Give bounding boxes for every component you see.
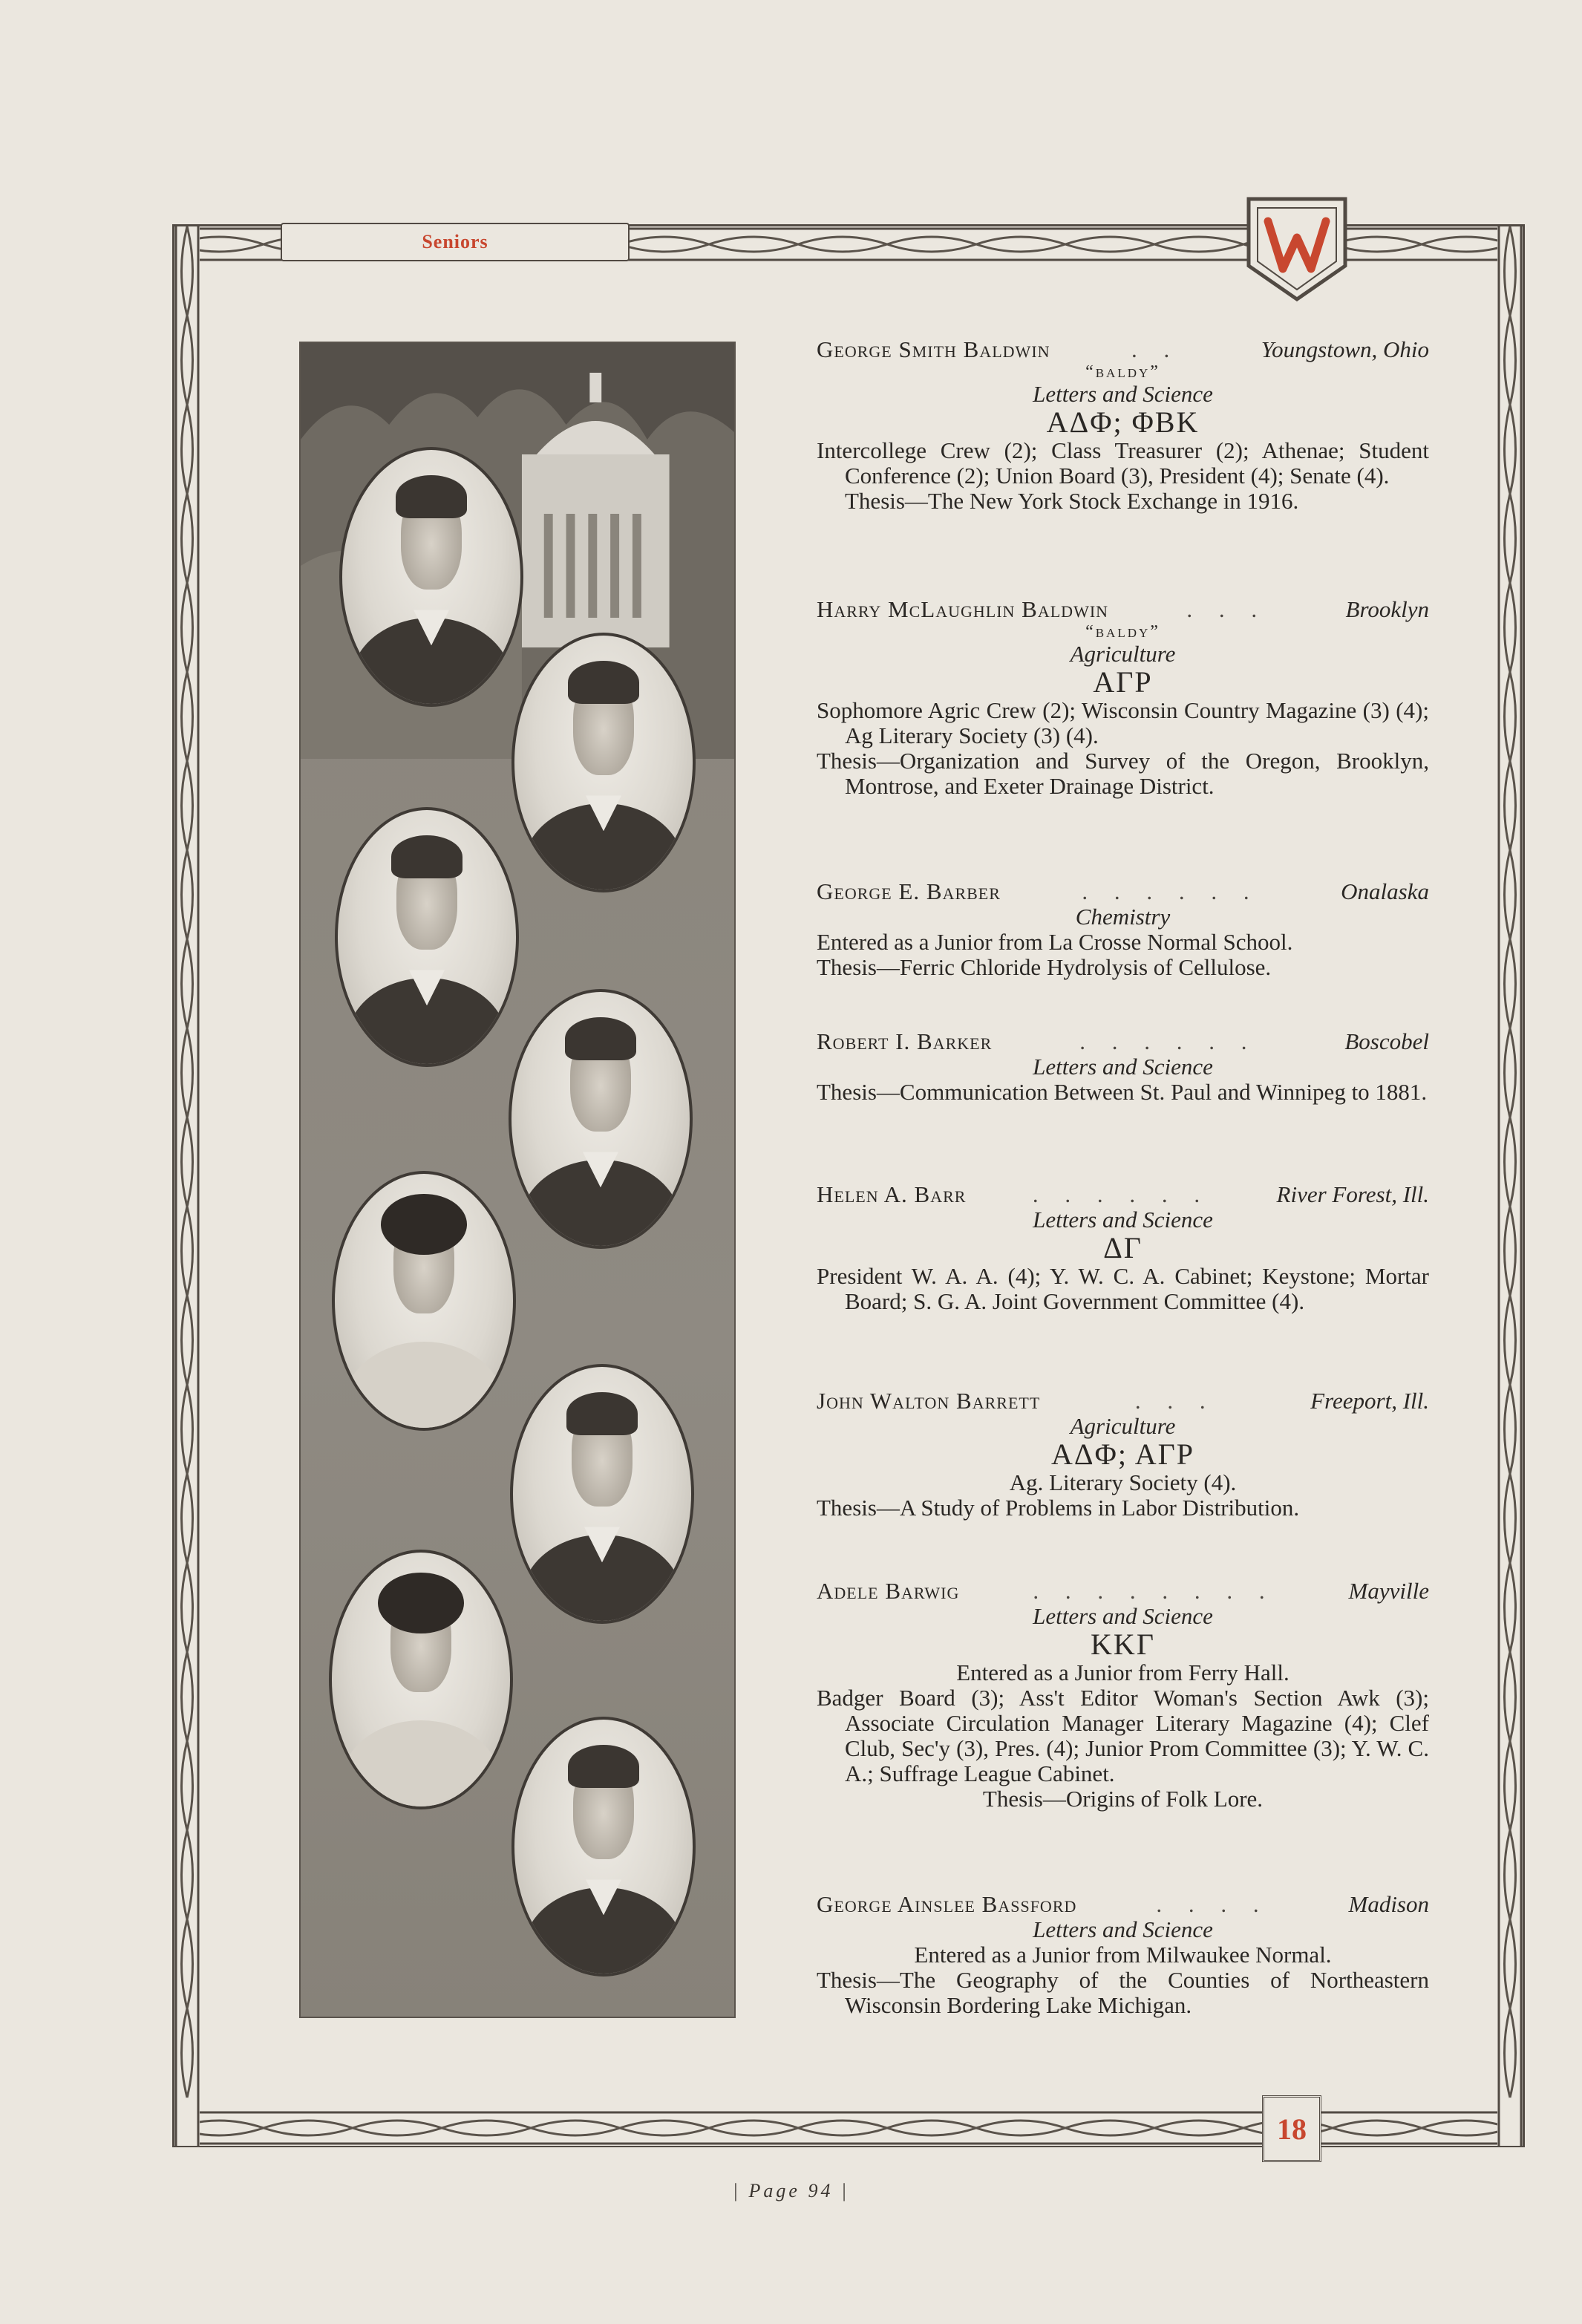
student-name: George E. Barber bbox=[817, 878, 1001, 904]
portrait-george-ainslee-bassford bbox=[511, 1717, 696, 1977]
student-name: George Ainslee Bassford bbox=[817, 1891, 1077, 1917]
leader-dots: . . bbox=[1131, 336, 1180, 362]
entry-george-smith-baldwin bbox=[817, 337, 1429, 514]
greek-letters: ΚΚΓ bbox=[1091, 1628, 1155, 1661]
entry-george-ainslee-bassford bbox=[817, 1892, 1429, 2018]
entry-harry-mclaughlin-baldwin bbox=[817, 597, 1429, 799]
portrait-adele-barwig bbox=[329, 1550, 513, 1809]
activities: Ag. Literary Society (4). bbox=[1009, 1469, 1237, 1495]
leader-dots: . . . bbox=[1186, 596, 1268, 622]
activities: Intercollege Crew (2); Class Treasurer (2); Athenae; Student Conference (2); Union Board (3), President (4); Senate (4). bbox=[817, 437, 1429, 489]
photo-column bbox=[299, 342, 736, 2018]
college: Letters and Science bbox=[1033, 1207, 1213, 1233]
hometown: Freeport, Ill. bbox=[1310, 1388, 1429, 1414]
greek-letters: ΔΓ bbox=[1103, 1231, 1143, 1264]
thesis: Thesis—Communication Between St. Paul and Winnipeg to 1881. bbox=[817, 1079, 1428, 1105]
college: Chemistry bbox=[1075, 904, 1171, 930]
portrait-robert-i-barker bbox=[509, 989, 693, 1249]
college: Agriculture bbox=[1070, 641, 1176, 667]
hometown: Brooklyn bbox=[1345, 596, 1429, 622]
entered-note: Entered as a Junior from Ferry Hall. bbox=[956, 1659, 1290, 1685]
activities: President W. A. A. (4); Y. W. C. A. Cabinet; Keystone; Mortar Board; S. G. A. Joint Government Committee (4). bbox=[817, 1263, 1429, 1314]
entry-john-walton-barrett bbox=[817, 1388, 1429, 1521]
thesis: Thesis—The Geography of the Counties of Northeastern Wisconsin Bordering Lake Michigan. bbox=[817, 1967, 1429, 2018]
leader-dots: . . . . . . bbox=[1032, 1181, 1211, 1207]
student-name: Harry McLaughlin Baldwin bbox=[817, 596, 1109, 622]
activities: Badger Board (3); Ass't Editor Woman's Section Awk (3); Associate Circulation Manager Literary Magazine (4); Clef Club, Sec'y (3), Pres. (4); Junior Prom Committee (3); Y. W. C. A.; Suffrage League Cabinet. bbox=[817, 1685, 1429, 1786]
border-ornament-right bbox=[1497, 226, 1523, 2146]
page-number-badge-text: 18 bbox=[1277, 2112, 1307, 2146]
hometown: Madison bbox=[1348, 1891, 1429, 1917]
hometown: Youngstown, Ohio bbox=[1261, 336, 1429, 362]
greek-letters: ΑΔΦ; ΦΒΚ bbox=[1046, 405, 1200, 439]
entry-george-e-barber bbox=[817, 879, 1429, 980]
hometown: River Forest, Ill. bbox=[1276, 1181, 1429, 1207]
thesis: Thesis—A Study of Problems in Labor Distribution. bbox=[817, 1495, 1300, 1521]
student-name: Adele Barwig bbox=[817, 1578, 960, 1604]
student-name: John Walton Barrett bbox=[817, 1388, 1041, 1414]
page-footer: | Page 94 | bbox=[732, 2180, 850, 2201]
entry-robert-i-barker bbox=[817, 1029, 1429, 1105]
college: Letters and Science bbox=[1033, 1054, 1213, 1080]
nickname: “baldy” bbox=[1085, 362, 1160, 382]
leader-dots: . . . bbox=[1134, 1388, 1216, 1414]
portrait-harry-mclaughlin-baldwin bbox=[511, 633, 696, 892]
thesis: Thesis—Origins of Folk Lore. bbox=[982, 1786, 1264, 1812]
portrait-george-e-barber bbox=[335, 807, 519, 1067]
leader-dots: . . . . . . . . bbox=[1033, 1578, 1275, 1604]
student-name: Helen A. Barr bbox=[817, 1181, 967, 1207]
section-label: Seniors bbox=[422, 231, 488, 252]
greek-letters: ΑΓΡ bbox=[1093, 665, 1153, 699]
entry-adele-barwig bbox=[817, 1579, 1429, 1812]
greek-letters: ΑΔΦ; ΑΓΡ bbox=[1050, 1437, 1194, 1471]
hometown: Onalaska bbox=[1341, 878, 1429, 904]
entered-note: Entered as a Junior from La Crosse Normal School. bbox=[817, 929, 1293, 955]
leader-dots: . . . . . . bbox=[1079, 1028, 1258, 1054]
student-name: Robert I. Barker bbox=[817, 1028, 993, 1054]
portrait-helen-a-barr bbox=[332, 1171, 516, 1431]
page-number-badge bbox=[1262, 2095, 1321, 2162]
leader-dots: . . . . bbox=[1156, 1891, 1269, 1917]
leader-dots: . . . . . . bbox=[1082, 878, 1260, 904]
college: Letters and Science bbox=[1033, 1916, 1213, 1942]
thesis: Thesis—Organization and Survey of the Oregon, Brooklyn, Montrose, and Exeter Drainage District. bbox=[817, 748, 1429, 799]
w-crest-logo bbox=[1241, 192, 1353, 303]
hometown: Mayville bbox=[1348, 1578, 1429, 1604]
entry-helen-a-barr bbox=[817, 1182, 1429, 1314]
college: Letters and Science bbox=[1033, 1603, 1213, 1629]
nickname: “baldy” bbox=[1085, 622, 1160, 642]
portrait-john-walton-barrett bbox=[510, 1364, 694, 1624]
thesis: Thesis—The New York Stock Exchange in 1916. bbox=[845, 488, 1299, 514]
college: Letters and Science bbox=[1033, 381, 1213, 407]
student-name: George Smith Baldwin bbox=[817, 336, 1050, 362]
activities: Sophomore Agric Crew (2); Wisconsin Country Magazine (3) (4); Ag Literary Society (3) (4). bbox=[817, 697, 1429, 748]
portrait-george-smith-baldwin bbox=[339, 447, 523, 707]
thesis: Thesis—Ferric Chloride Hydrolysis of Cellulose. bbox=[817, 954, 1272, 980]
border-ornament-left bbox=[174, 226, 200, 2146]
section-header-tab bbox=[281, 223, 630, 261]
entered-note: Entered as a Junior from Milwaukee Normal. bbox=[914, 1942, 1332, 1968]
college: Agriculture bbox=[1070, 1413, 1176, 1439]
hometown: Boscobel bbox=[1344, 1028, 1429, 1054]
